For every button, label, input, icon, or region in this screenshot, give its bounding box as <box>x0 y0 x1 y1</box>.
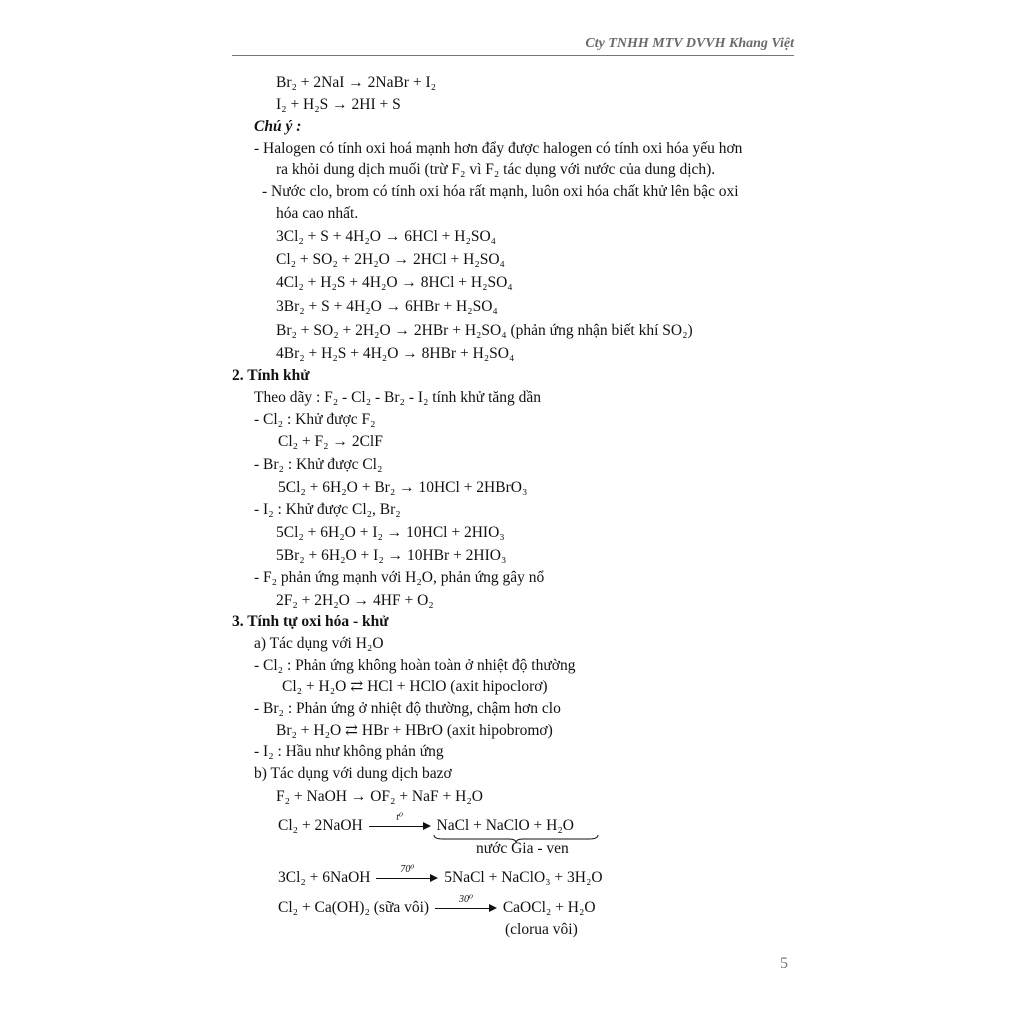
equation-lime-products: CaOCl₂ + H₂O <box>502 899 596 916</box>
equation-cl2-so2: Cl₂ + SO₂ + 2H₂O → 2HCl + H₂SO₄ <box>276 251 505 268</box>
br2-water-label: - Br₂ : Phản ứng ở nhiệt độ thường, chậm hơn clo <box>254 700 561 717</box>
condition-label: 30⁰ <box>458 894 473 906</box>
equation-4cl2-h2s: 4Cl₂ + H₂S + 4H₂O → 8HCl + H₂SO₄ <box>276 274 513 291</box>
equation-hot-reactants: 3Cl₂ + 6NaOH <box>278 869 371 886</box>
equation-javel-products: NaCl + NaClO + H₂O <box>436 817 574 834</box>
equation-3br2-s: 3Br₂ + S + 4H₂O → 6HBr + H₂SO₄ <box>276 298 498 315</box>
note-1-line-2: ra khỏi dung dịch muối (trừ F₂ vì F₂ tác dụng với nước của dung dịch). <box>276 161 716 178</box>
equation-5cl2-br2: 5Cl₂ + 6H₂O + Br₂ → 10HCl + 2HBrO₃ <box>278 479 528 496</box>
equation-3cl2-s: 3Cl₂ + S + 4H₂O → 6HCl + H₂SO₄ <box>276 228 497 245</box>
note-title: Chú ý : <box>254 118 302 135</box>
equation-cl2-water: Cl₂ + H₂O ⇄ HCl + HClO (axit hipoclorơ) <box>282 678 548 695</box>
condition-arrow <box>376 864 438 885</box>
part-b-title: b) Tác dụng với dung dịch bazơ <box>254 765 452 782</box>
section-3-title: 3. Tính tự oxi hóa - khử <box>232 613 389 630</box>
condition-label: t⁰ <box>396 812 404 824</box>
equation-5cl2-i2: 5Cl₂ + 6H₂O + I₂ → 10HCl + 2HIO₃ <box>276 524 505 541</box>
cl2-reducing-label: - Cl₂ : Khử được F₂ <box>254 411 376 428</box>
equation-br2-water: Br₂ + H₂O ⇄ HBr + HBrO (axit hipobromơ) <box>276 722 553 739</box>
condition-arrow <box>435 894 497 915</box>
note-2-line-2: hóa cao nhất. <box>276 205 359 222</box>
javel-water-name: nước Gia - ven <box>476 840 569 857</box>
i2-water-label: - I₂ : Hầu như không phản ứng <box>254 743 444 760</box>
condition-arrow <box>369 812 431 833</box>
equation-f2-naoh: F₂ + NaOH → OF₂ + NaF + H₂O <box>276 788 483 805</box>
page-number: 5 <box>780 955 788 972</box>
equation-5br2-i2: 5Br₂ + 6H₂O + I₂ → 10HBr + 2HIO₃ <box>276 547 507 564</box>
publisher-header: Cty TNHH MTV DVVH Khang Việt <box>585 36 794 51</box>
equation-cl2-f2: Cl₂ + F₂ → 2ClF <box>278 433 383 450</box>
equation-javel-reactants: Cl₂ + 2NaOH <box>278 817 363 834</box>
i2-reducing-label: - I₂ : Khử được Cl₂, Br₂ <box>254 501 401 518</box>
note-1-line-1: - Halogen có tính oxi hoá mạnh hơn đẩy được halogen có tính oxi hóa yếu hơn <box>254 140 743 157</box>
condition-label: 70⁰ <box>400 864 415 876</box>
equation-javel <box>278 812 574 835</box>
equation-lime-reactants: Cl₂ + Ca(OH)₂ (sữa vôi) <box>278 899 430 916</box>
equation-br2-so2: Br₂ + SO₂ + 2H₂O → 2HBr + H₂SO₄ (phản ứng nhận biết khí SO₂) <box>276 322 693 339</box>
f2-water-label: - F₂ phản ứng mạnh với H₂O, phản ứng gây nổ <box>254 569 545 586</box>
part-a-title: a) Tác dụng với H₂O <box>254 635 384 652</box>
reducing-series: Theo dãy : F₂ - Cl₂ - Br₂ - I₂ tính khử tăng dần <box>254 389 542 406</box>
equation-4br2-h2s: 4Br₂ + H₂S + 4H₂O → 8HBr + H₂SO₄ <box>276 345 515 362</box>
equation-hot-products: 5NaCl + NaClO₃ + 3H₂O <box>444 869 603 886</box>
cl2-water-label: - Cl₂ : Phản ứng không hoàn toàn ở nhiệt độ thường <box>254 657 576 674</box>
header-rule <box>232 55 794 56</box>
bleaching-powder-name: (clorua vôi) <box>505 921 578 938</box>
equation-lime <box>278 894 596 917</box>
equation-i2-h2s: I₂ + H₂S → 2HI + S <box>276 96 401 113</box>
equation-hot-naoh <box>278 864 603 887</box>
note-2-line-1: - Nước clo, brom có tính oxi hóa rất mạnh, luôn oxi hóa chất khử lên bậc oxi <box>262 183 739 200</box>
section-2-title: 2. Tính khử <box>232 367 310 384</box>
equation-f2-water: 2F₂ + 2H₂O → 4HF + O₂ <box>276 592 434 609</box>
equation-br2-nai: Br₂ + 2NaI → 2NaBr + I₂ <box>276 74 437 91</box>
br2-reducing-label: - Br₂ : Khử được Cl₂ <box>254 456 383 473</box>
